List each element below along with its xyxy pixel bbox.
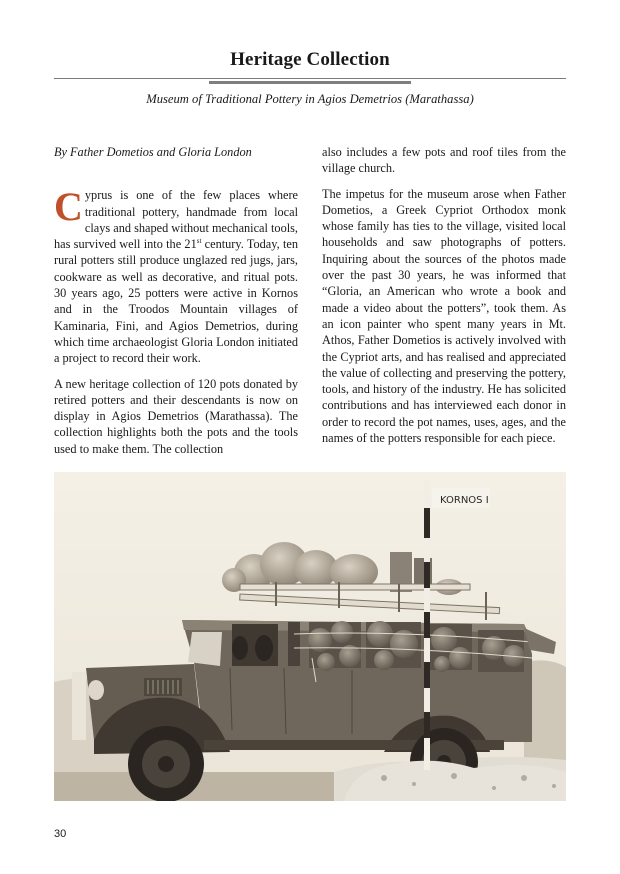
article-column-left [54,144,298,466]
front-wheel [128,726,204,801]
title-accent-bar [209,81,411,84]
page-title: Heritage Collection [230,49,390,70]
paragraph-intro: Cyprus is one of the few places where traditional pottery, handmade from local clays and shaped without mechanical tools, has survived well into the 21st century. Today, ten rural potters still produce unglazed red jugs, jars, cookware as well as decorative, and ritual pots. 30 years ago, 25 potters were active in Kornos and in the Troodos Mountain villages of Kaminaria, Fini, and Agios Demetrios, during which time archaeologist Gloria London initiated a project to record their work. [54,184,298,366]
paragraph-collection-continued: also includes a few pots and roof tiles from the village church. [322,145,566,176]
article-subtitle: Museum of Traditional Pottery in Agios Demetrios (Marathassa) [146,92,474,106]
byline: By Father Dometios and Gloria London [54,145,252,159]
page-number: 30 [54,828,67,840]
sign-text: KORNOS I [440,495,489,506]
article-column-right [322,144,566,455]
title-divider [54,78,566,79]
paragraph-impetus: The impetus for the museum arose when Father Dometios, a Greek Cypriot Orthodox monk whose family has ties to the village, visited local households and saw photographs of potters. Inquiring about the sources of the photos made over the past 30 years, he was informed that “Gloria, an American who wrote a book and made a video about the potters”, took them. As an icon painter who spent many years in Mt. Athos, Father Dometios is actively involved with the Cypriot arts, and has realised and appreciated the value of collecting and preserving the pottery, tools, and history of the industry. He has solicited contributions and has interviewed each donor in order to record the pot names, uses, ages, and the names of the potters responsible for each piece. [322,186,566,446]
drop-cap: C [54,184,83,230]
paragraph-collection: A new heritage collection of 120 pots donated by retired potters and their descendants is now on display in Agios Demetrios (Marathassa). The collection highlights both the pots and the tools used to make them. The collection [54,376,298,456]
bus-photograph [54,472,566,801]
